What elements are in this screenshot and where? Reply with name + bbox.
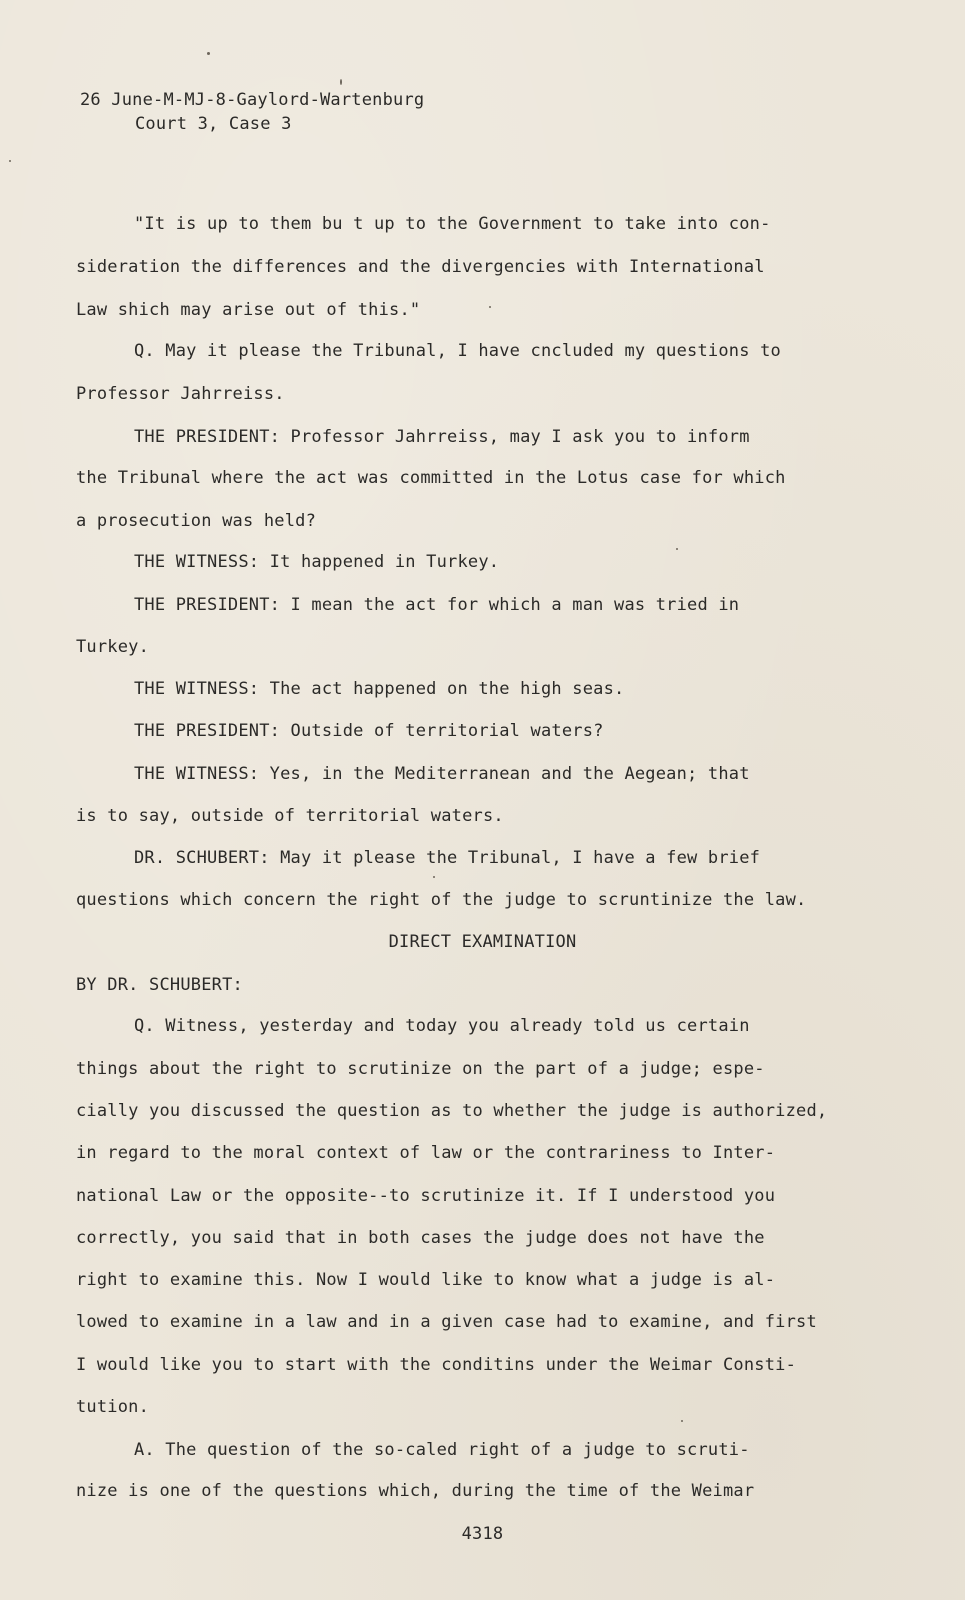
body-line: Professor Jahrreiss.: [76, 384, 285, 404]
body-line: tution.: [76, 1397, 150, 1417]
body-line: Q. Witness, yesterday and today you already told us certain: [134, 1016, 750, 1036]
body-line: THE WITNESS: Yes, in the Mediterranean and the Aegean; that: [134, 764, 750, 784]
body-line: national Law or the opposite--to scrutinize it. If I understood you: [76, 1186, 776, 1206]
body-line: Turkey.: [76, 637, 150, 657]
body-line: THE WITNESS: It happened in Turkey.: [134, 552, 500, 572]
body-line: "It is up to them bu t up to the Government to take into con-: [134, 214, 771, 234]
scan-speck: [9, 160, 11, 162]
body-line: in regard to the moral context of law or the contrariness to Inter-: [76, 1143, 776, 1163]
scan-speck: [676, 548, 678, 550]
scan-speck: [489, 306, 491, 308]
body-line: sideration the differences and the divergencies with International: [76, 257, 765, 277]
header-line-1: 26 June-M-MJ-8-Gaylord-Wartenburg: [80, 90, 425, 110]
scan-speck: [207, 52, 210, 55]
section-heading: DIRECT EXAMINATION: [388, 932, 577, 952]
body-line: Law shich may arise out of this.": [76, 300, 421, 320]
scan-speck: [340, 79, 342, 85]
body-line: THE PRESIDENT: I mean the act for which a man was tried in: [134, 595, 740, 615]
header-line-2: Court 3, Case 3: [135, 114, 292, 134]
scan-speck: [433, 876, 435, 878]
body-line: is to say, outside of territorial waters.: [76, 806, 504, 826]
body-line: THE PRESIDENT: Outside of territorial waters?: [134, 721, 604, 741]
body-line: a prosecution was held?: [76, 511, 317, 531]
body-line: A. The question of the so-caled right of a judge to scruti-: [134, 1440, 750, 1460]
examiner-line: BY DR. SCHUBERT:: [76, 975, 243, 995]
body-line: I would like you to start with the conditins under the Weimar Consti-: [76, 1355, 797, 1375]
body-line: nize is one of the questions which, during the time of the Weimar: [76, 1481, 755, 1501]
body-line: things about the right to scrutinize on the part of a judge; espe-: [76, 1059, 765, 1079]
body-line: correctly, you said that in both cases the judge does not have the: [76, 1228, 765, 1248]
body-line: DR. SCHUBERT: May it please the Tribunal, I have a few brief: [134, 848, 761, 868]
page-number: 4318: [461, 1524, 504, 1544]
body-line: cially you discussed the question as to whether the judge is authorized,: [76, 1101, 828, 1121]
body-line: THE WITNESS: The act happened on the high seas.: [134, 679, 625, 699]
body-line: THE PRESIDENT: Professor Jahrreiss, may I ask you to inform: [134, 427, 750, 447]
scan-speck: [681, 1420, 683, 1422]
body-line: right to examine this. Now I would like to know what a judge is al-: [76, 1270, 776, 1290]
body-line: Q. May it please the Tribunal, I have cncluded my questions to: [134, 341, 781, 361]
body-line: the Tribunal where the act was committed in the Lotus case for which: [76, 468, 786, 488]
body-line: lowed to examine in a law and in a given case had to examine, and first: [76, 1312, 817, 1332]
body-line: questions which concern the right of the judge to scruntinize the law.: [76, 890, 807, 910]
